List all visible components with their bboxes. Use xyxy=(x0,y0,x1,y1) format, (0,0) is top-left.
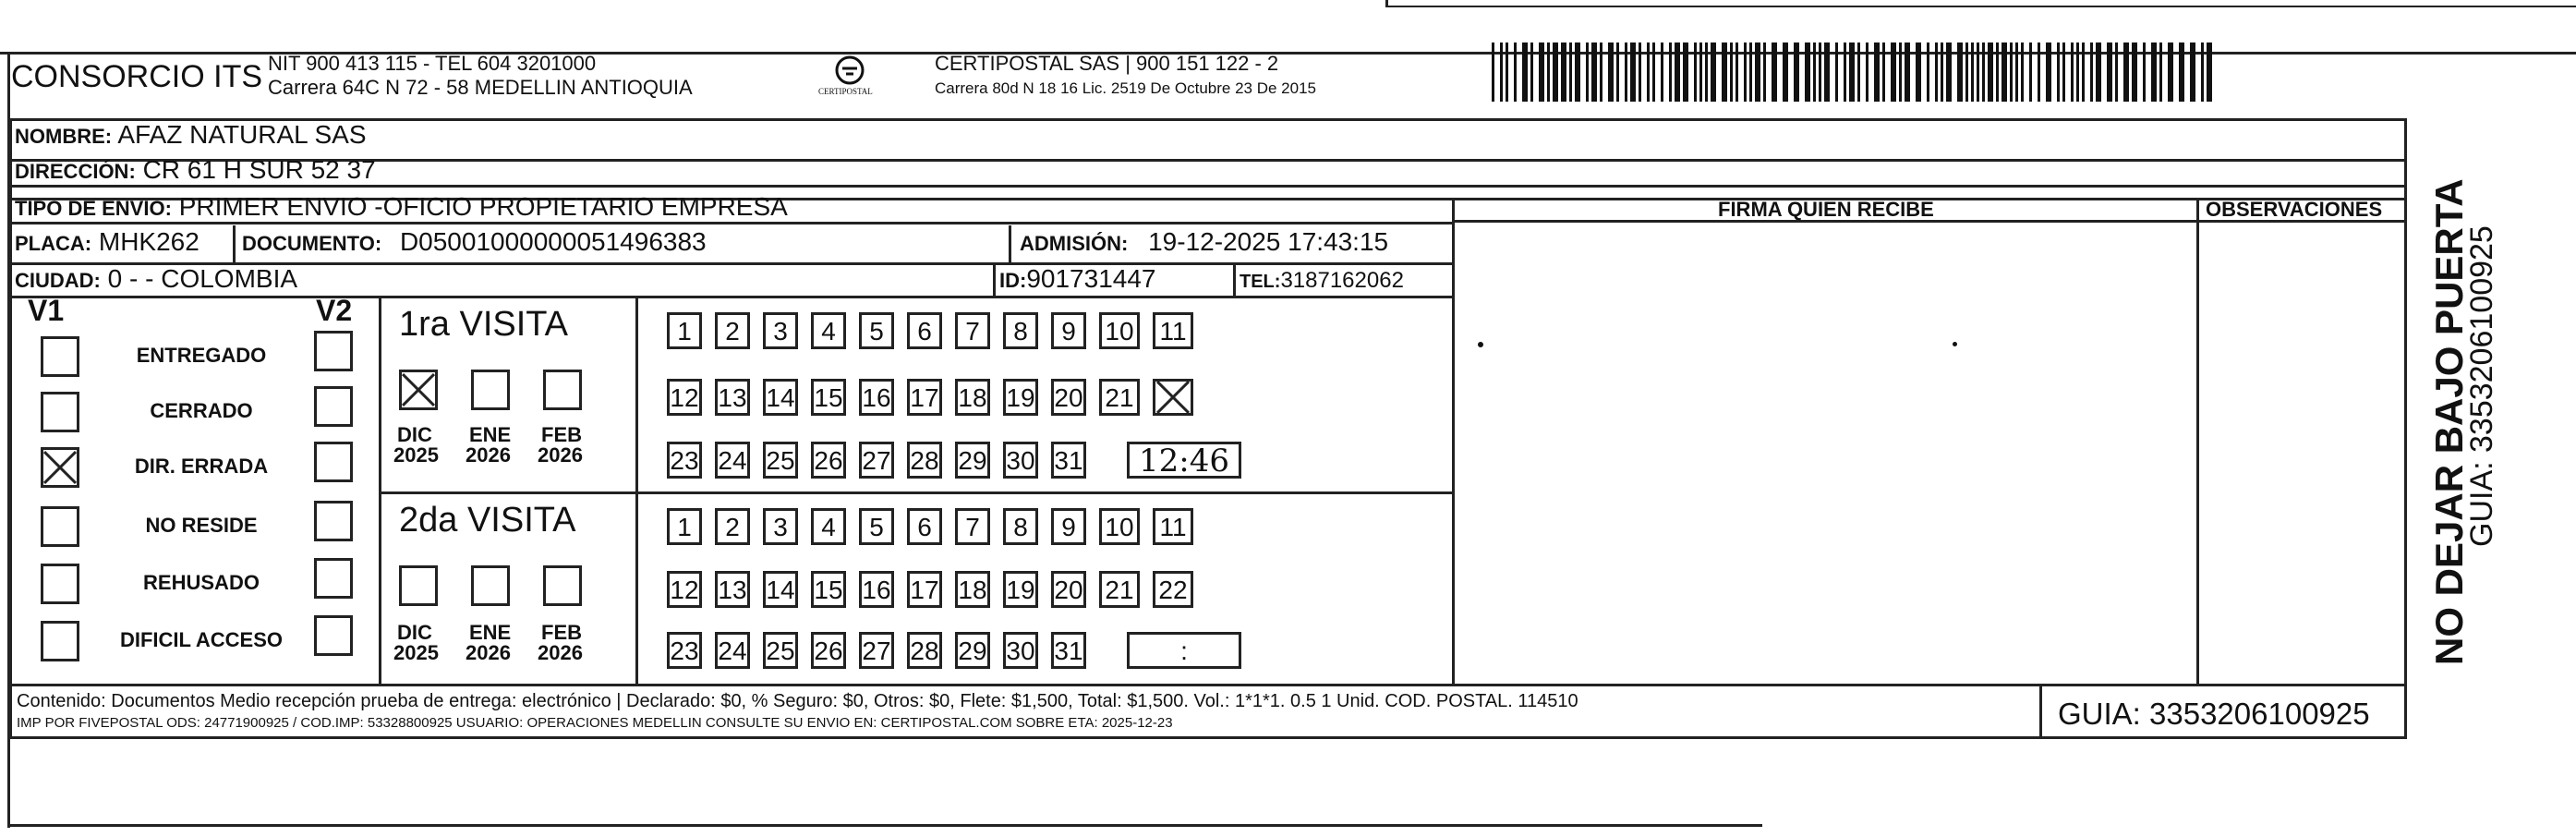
bottom-border xyxy=(7,824,1762,827)
id-label: ID: xyxy=(999,269,1027,292)
day-cell[interactable]: 31 xyxy=(1051,442,1086,479)
day-cell[interactable]: 21 xyxy=(1099,571,1140,608)
barcode-bar xyxy=(2107,42,2112,102)
id-row xyxy=(999,264,1155,294)
year-label: 2026 xyxy=(538,443,583,467)
carrier-line-2: Carrera 80d N 18 16 Lic. 2519 De Octubre 23 De 2015 xyxy=(935,79,1316,97)
footer-guia: GUIA: 3353206100925 xyxy=(2058,697,2370,731)
nombre-value: AFAZ NATURAL SAS xyxy=(117,120,367,149)
month-label: ENE xyxy=(469,423,512,446)
day-cell[interactable]: 10 xyxy=(1099,508,1140,545)
address-line: Carrera 64C N 72 - 58 MEDELLIN ANTIOQUIA xyxy=(268,76,693,99)
barcode-bar xyxy=(1941,42,1943,102)
tipo-label: TIPO DE ENVIO: xyxy=(15,197,172,220)
ciudad-value: 0 - - COLOMBIA xyxy=(107,264,298,293)
barcode-bar xyxy=(1882,42,1885,102)
barcode-bar xyxy=(1749,42,1752,102)
year-label: 2026 xyxy=(466,641,511,664)
month-checkbox[interactable] xyxy=(471,370,510,410)
day-cell[interactable]: 20 xyxy=(1051,379,1086,416)
tel-row xyxy=(1240,268,1404,294)
v2-checkbox[interactable] xyxy=(314,501,353,541)
barcode-bar xyxy=(1699,42,1702,102)
barcode-bar xyxy=(1824,42,1830,102)
second-visit-title: 2da VISITA xyxy=(399,501,576,540)
v2-checkbox[interactable] xyxy=(314,615,353,656)
barcode-bar xyxy=(2201,42,2204,102)
barcode-bar xyxy=(1553,42,1558,102)
day-cell[interactable]: 17 xyxy=(907,379,942,416)
barcode-bar xyxy=(1600,42,1602,102)
day-cell[interactable]: 2 xyxy=(715,312,750,349)
admision-label: ADMISIÓN: xyxy=(1020,232,1129,255)
day-cell[interactable]: 4 xyxy=(811,312,846,349)
documento-value: D05001000000051496383 xyxy=(399,227,707,256)
day-cell[interactable]: 4 xyxy=(811,508,846,545)
barcode-bar xyxy=(2132,42,2137,102)
month-checkbox[interactable] xyxy=(543,370,582,410)
barcode-bar xyxy=(1506,42,1508,102)
day-cell[interactable]: 5 xyxy=(859,312,894,349)
imp-line: IMP POR FIVEPOSTAL ODS: 24771900925 / COD.IMP: 53328800925 USUARIO: OPERACIONES MEDELLIN CONSULTE SU ENVIO EN: CERTIPOSTAL.COM SOBRE ETA: 2025-12-23 xyxy=(17,715,1173,731)
barcode-bar xyxy=(1669,42,1672,102)
day-cell[interactable]: 31 xyxy=(1051,632,1086,669)
v1-checkbox[interactable] xyxy=(41,336,79,377)
barcode-bar xyxy=(1977,42,1979,102)
day-cell[interactable]: 23 xyxy=(667,632,702,669)
barcode-bar xyxy=(1744,42,1747,102)
day-cell[interactable]: 26 xyxy=(811,442,846,479)
barcode-bar xyxy=(2046,42,2051,102)
barcode-bar xyxy=(1652,42,1655,102)
documento-row xyxy=(242,227,707,257)
side-guia: GUIA: 3353206100925 xyxy=(2464,225,2499,547)
year-label: 2025 xyxy=(393,443,439,467)
barcode-bar xyxy=(1711,42,1716,102)
barcode-bar xyxy=(1639,42,1641,102)
status-label: CERRADO xyxy=(150,399,253,422)
day-cell[interactable]: 16 xyxy=(859,571,894,608)
barcode-bar xyxy=(2143,42,2146,102)
v1-checkbox[interactable] xyxy=(41,447,79,488)
barcode-bar xyxy=(1675,42,1680,102)
top-right-tab-2 xyxy=(1385,6,2576,7)
barcode-bar xyxy=(1755,42,1760,102)
tipo-row xyxy=(15,192,788,222)
day-cell[interactable]: 7 xyxy=(955,508,990,545)
barcode-bar xyxy=(2062,42,2065,102)
barcode-bar xyxy=(1891,42,1896,102)
tel-label: TEL: xyxy=(1240,272,1281,292)
carrier-line-1: CERTIPOSTAL SAS | 900 151 122 - 2 xyxy=(935,52,1279,75)
day-cell[interactable]: 27 xyxy=(859,442,894,479)
barcode-bar xyxy=(1539,42,1544,102)
barcode-bar xyxy=(1591,42,1597,102)
barcode-bar xyxy=(2207,42,2212,102)
barcode xyxy=(1492,42,2221,107)
day-cell[interactable]: 6 xyxy=(907,312,942,349)
barcode-bar xyxy=(1935,42,1938,102)
barcode-bar xyxy=(1874,42,1880,102)
logo-text: CERTIPOSTAL xyxy=(818,87,873,96)
tel-value: 3187162062 xyxy=(1280,268,1404,293)
day-cell[interactable]: 25 xyxy=(763,442,798,479)
barcode-bar xyxy=(1625,42,1627,102)
placa-row xyxy=(15,227,200,257)
day-cell[interactable]: 6 xyxy=(907,508,942,545)
status-label: REHUSADO xyxy=(143,571,260,594)
day-cell[interactable]: 28 xyxy=(907,632,942,669)
day-cell[interactable]: 3 xyxy=(763,312,798,349)
day-cell[interactable]: 21 xyxy=(1099,379,1140,416)
barcode-bar xyxy=(1616,42,1619,102)
nombre-label: NOMBRE: xyxy=(15,125,113,148)
signature-mark xyxy=(1953,342,1957,346)
barcode-bar xyxy=(1575,42,1580,102)
tipo-value: PRIMER ENVIO -OFICIO PROPIETARIO EMPRESA xyxy=(178,192,788,221)
barcode-bar xyxy=(1805,42,1810,102)
day-cell[interactable]: 25 xyxy=(763,632,798,669)
placa-label: PLACA: xyxy=(15,232,92,255)
day-cell[interactable]: 26 xyxy=(811,632,846,669)
year-label: 2025 xyxy=(393,641,439,664)
barcode-bar xyxy=(1705,42,1708,102)
barcode-bar xyxy=(1905,42,1910,102)
day-cell[interactable]: 8 xyxy=(1003,312,1038,349)
year-label: 2026 xyxy=(538,641,583,664)
barcode-bar xyxy=(2029,42,2032,102)
barcode-bar xyxy=(1569,42,1572,102)
barcode-bar xyxy=(1813,42,1816,102)
barcode-bar xyxy=(2038,42,2040,102)
barcode-bar xyxy=(1694,42,1697,102)
month-checkbox[interactable] xyxy=(543,565,582,606)
v2-checkbox[interactable] xyxy=(314,331,353,371)
day-cell[interactable]: 17 xyxy=(907,571,942,608)
nit-line: NIT 900 413 115 - TEL 604 3201000 xyxy=(268,52,597,75)
firma-label: FIRMA QUIEN RECIBE xyxy=(1718,198,1934,221)
barcode-bar xyxy=(1661,42,1663,102)
barcode-bar xyxy=(1899,42,1902,102)
direccion-label: DIRECCIÓN: xyxy=(15,160,136,183)
contenido-line: Contenido: Documentos Medio recepción prueba de entrega: electrónico | Declarado: $0, % Seguro: $0, Otros: $0, Flete: $1,500, Total: $1,500. Vol.: 1*1*1. 0.5 1 Unid. COD. POSTAL. 114510 xyxy=(17,691,1578,711)
day-cell[interactable]: 7 xyxy=(955,312,990,349)
month-checkbox[interactable] xyxy=(471,565,510,606)
day-cell[interactable]: 30 xyxy=(1003,632,1038,669)
first-visit-time[interactable]: 12:46 xyxy=(1127,442,1241,479)
month-label: ENE xyxy=(469,621,512,644)
barcode-bar xyxy=(1927,42,1929,102)
day-cell[interactable]: 18 xyxy=(955,379,990,416)
barcode-bar xyxy=(1819,42,1821,102)
day-cell[interactable]: 14 xyxy=(763,571,798,608)
barcode-bar xyxy=(1561,42,1566,102)
month-label: FEB xyxy=(541,423,582,446)
barcode-bar xyxy=(1735,42,1738,102)
barcode-bar xyxy=(1988,42,1993,102)
status-label: DIFICIL ACCESO xyxy=(119,628,283,651)
barcode-bar xyxy=(1730,42,1733,102)
documento-label: DOCUMENTO: xyxy=(242,232,382,255)
barcode-bar xyxy=(1783,42,1788,102)
barcode-bar xyxy=(2090,42,2093,102)
barcode-bar xyxy=(1500,42,1503,102)
barcode-bar xyxy=(2071,42,2074,102)
observaciones-label: OBSERVACIONES xyxy=(2206,198,2383,221)
v1-checkbox[interactable] xyxy=(41,392,79,432)
barcode-bar xyxy=(1530,42,1533,102)
v1-checkbox[interactable] xyxy=(41,621,79,661)
barcode-bar xyxy=(1965,42,1968,102)
v1-checkbox[interactable] xyxy=(41,506,79,547)
day-cell[interactable]: 12 xyxy=(667,571,702,608)
barcode-bar xyxy=(1514,42,1517,102)
barcode-bar xyxy=(1844,42,1846,102)
month-label: DIC xyxy=(397,423,432,446)
year-label: 2026 xyxy=(466,443,511,467)
day-cell[interactable]: 11 xyxy=(1153,508,1193,545)
ciudad-label: CIUDAD: xyxy=(15,269,101,292)
day-cell[interactable]: 29 xyxy=(955,442,990,479)
barcode-bar xyxy=(2123,42,2129,102)
month-checkbox[interactable] xyxy=(399,565,438,606)
barcode-bar xyxy=(2159,42,2162,102)
day-cell[interactable]: 28 xyxy=(907,442,942,479)
day-cell[interactable]: 8 xyxy=(1003,508,1038,545)
day-cell[interactable]: 2 xyxy=(715,508,750,545)
barcode-bar xyxy=(1794,42,1799,102)
barcode-bar xyxy=(1608,42,1614,102)
day-cell[interactable]: 5 xyxy=(859,508,894,545)
barcode-bar xyxy=(1492,42,1494,102)
second-visit-time[interactable]: : xyxy=(1127,632,1241,669)
barcode-bar xyxy=(1916,42,1921,102)
barcode-bar xyxy=(1857,42,1860,102)
company-name: CONSORCIO ITS xyxy=(11,59,263,94)
barcode-bar xyxy=(2151,42,2157,102)
barcode-bar xyxy=(2115,42,2118,102)
barcode-bar xyxy=(2015,42,2018,102)
admision-row xyxy=(1020,227,1388,257)
barcode-bar xyxy=(1835,42,1838,102)
day-cell[interactable]: 10 xyxy=(1099,312,1140,349)
day-cell[interactable]: 1 xyxy=(667,312,702,349)
barcode-bar xyxy=(1683,42,1688,102)
barcode-bar xyxy=(2096,42,2101,102)
day-cell[interactable]: 18 xyxy=(955,571,990,608)
day-cell[interactable]: 24 xyxy=(715,442,750,479)
barcode-bar xyxy=(1722,42,1727,102)
day-cell[interactable]: 22 xyxy=(1153,571,1193,608)
day-cell[interactable]: 9 xyxy=(1051,312,1086,349)
day-cell[interactable]: 1 xyxy=(667,508,702,545)
v1-label: V1 xyxy=(28,294,65,327)
barcode-bar xyxy=(2057,42,2060,102)
barcode-bar xyxy=(1630,42,1636,102)
certipostal-logo xyxy=(813,50,887,105)
direccion-value: CR 61 H SUR 52 37 xyxy=(142,155,376,184)
barcode-bar xyxy=(1772,42,1777,102)
barcode-bar xyxy=(1586,42,1589,102)
first-visit-title: 1ra VISITA xyxy=(399,305,569,344)
v2-checkbox[interactable] xyxy=(314,558,353,599)
barcode-bar xyxy=(1849,42,1855,102)
status-label: DIR. ERRADA xyxy=(134,455,269,478)
day-cell[interactable]: 14 xyxy=(763,379,798,416)
barcode-bar xyxy=(2082,42,2085,102)
day-cell[interactable]: 29 xyxy=(955,632,990,669)
day-cell[interactable]: 15 xyxy=(811,379,846,416)
admision-value: 19-12-2025 17:43:15 xyxy=(1148,227,1389,256)
barcode-bar xyxy=(1866,42,1869,102)
v1-checkbox[interactable] xyxy=(41,564,79,604)
day-cell[interactable]: 16 xyxy=(859,379,894,416)
day-cell[interactable] xyxy=(1153,379,1193,416)
barcode-bar xyxy=(2010,42,2013,102)
side-warning: NO DEJAR BAJO PUERTA xyxy=(2427,178,2471,665)
day-cell[interactable]: 27 xyxy=(859,632,894,669)
day-cell[interactable]: 9 xyxy=(1051,508,1086,545)
day-cell[interactable]: 12 xyxy=(667,379,702,416)
v2-label: V2 xyxy=(316,294,353,327)
barcode-bar xyxy=(1522,42,1528,102)
v2-checkbox[interactable] xyxy=(314,442,353,482)
barcode-bar xyxy=(1647,42,1650,102)
month-label: DIC xyxy=(397,621,432,644)
nombre-row xyxy=(15,120,367,150)
barcode-bar xyxy=(1982,42,1985,102)
barcode-bar xyxy=(1971,42,1974,102)
day-cell[interactable]: 24 xyxy=(715,632,750,669)
signature-area xyxy=(1478,342,1483,347)
placa-value: MHK262 xyxy=(98,227,200,256)
barcode-bar xyxy=(1946,42,1952,102)
direccion-row xyxy=(15,155,376,185)
id-value: 901731447 xyxy=(1026,264,1156,293)
barcode-bar xyxy=(2021,42,2024,102)
barcode-bar xyxy=(1957,42,1963,102)
barcode-bar xyxy=(2076,42,2079,102)
day-cell[interactable]: 3 xyxy=(763,508,798,545)
month-label: FEB xyxy=(541,621,582,644)
month-checkbox[interactable] xyxy=(399,370,438,410)
day-cell[interactable]: 11 xyxy=(1153,312,1193,349)
day-cell[interactable]: 19 xyxy=(1003,571,1038,608)
day-cell[interactable]: 13 xyxy=(715,379,750,416)
day-cell[interactable]: 20 xyxy=(1051,571,1086,608)
v2-checkbox[interactable] xyxy=(314,386,353,427)
status-label: NO RESIDE xyxy=(145,514,258,537)
barcode-bar xyxy=(2179,42,2184,102)
barcode-bar xyxy=(2190,42,2195,102)
day-cell[interactable]: 23 xyxy=(667,442,702,479)
barcode-bar xyxy=(1996,42,1999,102)
day-cell[interactable]: 13 xyxy=(715,571,750,608)
day-cell[interactable]: 19 xyxy=(1003,379,1038,416)
status-label: ENTREGADO xyxy=(136,344,267,367)
barcode-bar xyxy=(2002,42,2007,102)
day-cell[interactable]: 15 xyxy=(811,571,846,608)
barcode-bar xyxy=(1763,42,1766,102)
ciudad-row xyxy=(15,264,297,294)
barcode-bar xyxy=(1547,42,1550,102)
barcode-bar xyxy=(2168,42,2173,102)
day-cell[interactable]: 30 xyxy=(1003,442,1038,479)
